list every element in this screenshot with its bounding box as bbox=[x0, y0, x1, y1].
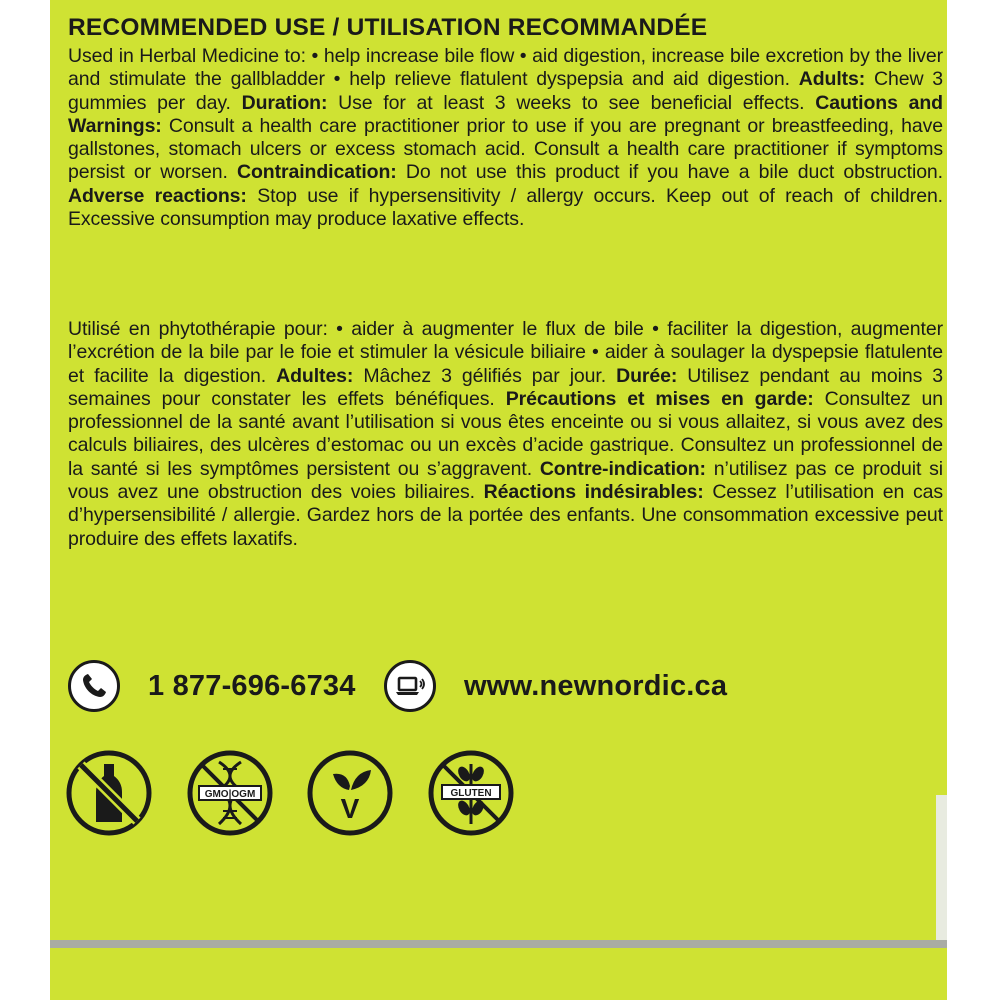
phone-contact[interactable] bbox=[68, 658, 356, 714]
gmo-badge-text: GMO|OGM bbox=[204, 789, 256, 800]
website-url[interactable]: www.newnordic.ca bbox=[464, 669, 728, 702]
vegan-leaf-icon bbox=[307, 750, 393, 836]
section-heading: RECOMMENDED USE / UTILISATION RECOMMANDÉE bbox=[68, 14, 708, 41]
gluten-badge-text: GLUTEN bbox=[450, 788, 492, 799]
bottom-divider bbox=[50, 940, 947, 948]
vegan-letter: V bbox=[340, 793, 360, 824]
english-directions: Used in Herbal Medicine to: • help increase bile flow • aid digestion, increase bile excretion by the liver and stimulate the gallbladder • help relieve flatulent dyspepsia and aid digestion. Adults: Chew 3 gummies per day. Duration: Use for at least 3 weeks to see beneficial effects. Cautions and Warnings: Consult a health care practitioner prior to use if you are pregnant or breastfeeding, have gallstones, stomach ulcers or excess stomach acid. Consult a health care practitioner if symptoms persist or worsen. Contraindication: Do not use this product if you have a bile duct obstruction. Adverse reactions: Stop use if hypersensitivity / allergy occurs. Keep out of reach of children. Excessive consumption may produce laxative effects. bbox=[68, 45, 944, 231]
phone-number[interactable]: 1 877-696-6734 bbox=[148, 669, 356, 702]
non-gmo-icon bbox=[187, 750, 273, 836]
laptop-icon bbox=[384, 660, 436, 712]
no-alcohol-icon bbox=[66, 750, 152, 836]
website-contact[interactable] bbox=[384, 658, 727, 714]
gluten-free-icon bbox=[428, 750, 514, 836]
french-directions: Utilisé en phytothérapie pour: • aider à augmenter le flux de bile • faciliter la digestion, augmenter l’excrétion de la bile par le foie et stimuler la vésicule biliaire • aider à soulager la dyspepsie flatulente et facilite la digestion. Adultes: Mâchez 3 gélifiés par jour. Durée: Utilisez pendant au moins 3 semaines pour constater les effets bénéfiques. Précautions et mises en garde: Consultez un professionnel de la santé avant l’utilisation si vous êtes enceinte ou si vous allaitez, si vous avez des calculs biliaires, des ulcères d’estomac ou un excès d’acide gastrique. Consultez un professionnel de la santé si les symptômes persistent ou s’aggravent. Contre-indication: n’utilisez pas ce produit si vous avez une obstruction des voies biliaires. Réactions indésirables: Cessez l’utilisation en cas d’hypersensibilité / allergie. Gardez hors de la portée des enfants. Une consommation excessive peut produire des effets laxatifs. bbox=[68, 318, 944, 550]
phone-icon bbox=[68, 660, 120, 712]
right-edge-strip bbox=[936, 795, 947, 943]
